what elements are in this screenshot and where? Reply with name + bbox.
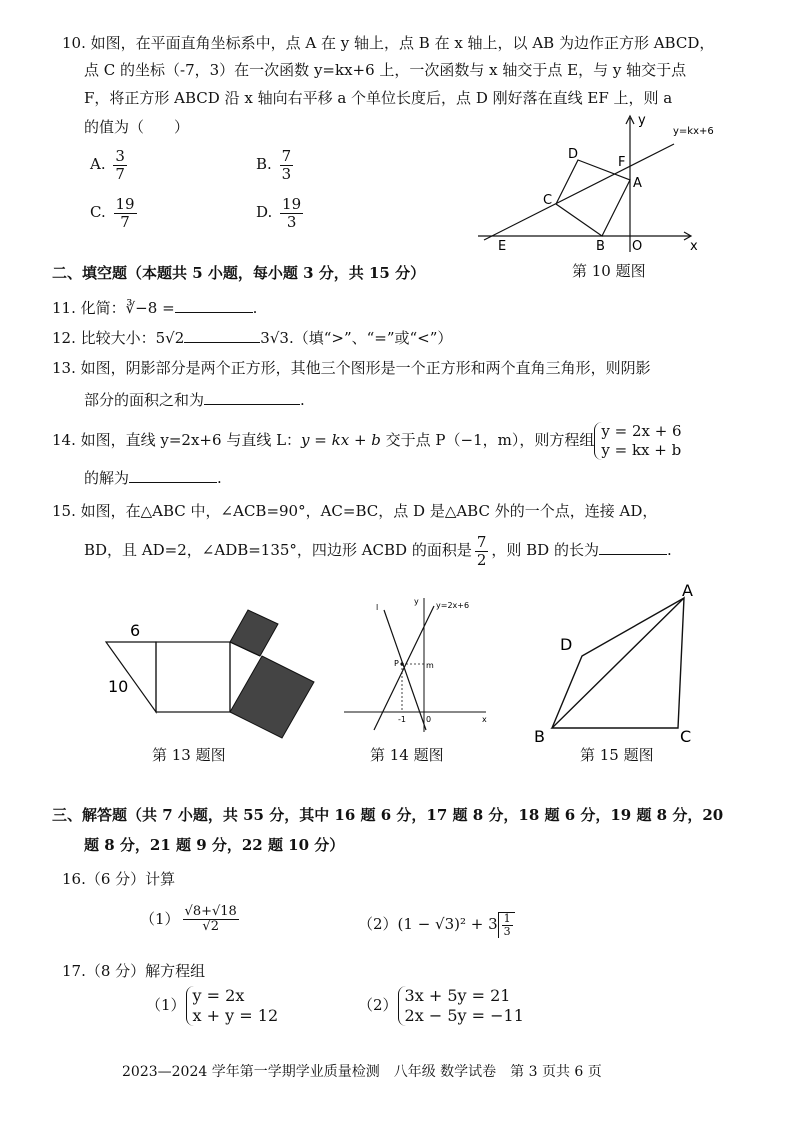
q10-line1: 10. 如图，在平面直角坐标系中，点 A 在 y 轴上，点 B 在 x 轴上，以 AB 为边作正方形 ABCD， — [62, 34, 715, 52]
fig15-label-d: D — [560, 635, 573, 654]
label-a: A — [633, 176, 642, 191]
option-fraction: $\frac{19}{3}$ — [282, 195, 302, 231]
fig14-label-neg1: -1 — [398, 715, 406, 724]
q17-part2: （2） 3x + 5y = 21 2x − 5y = −11 — [358, 986, 524, 1025]
q17-part1: （1） y = 2x x + y = 12 — [146, 986, 279, 1025]
q11-answer-blank[interactable] — [175, 298, 253, 313]
q14-answer-blank[interactable] — [129, 468, 217, 483]
option-label: D. — [256, 203, 273, 221]
q10-option-c[interactable] — [90, 196, 140, 230]
fig14-label-p: P — [394, 659, 399, 668]
fig14-label-y: y — [414, 597, 419, 606]
q16-title: 16.（6 分）计算 — [62, 870, 176, 888]
q10-line2: 点 C 的坐标（-7，3）在一次函数 y=kx+6 上，一次函数与 x 轴交于点 E，与 y 轴交于点 — [84, 61, 687, 79]
option-label: B. — [256, 155, 272, 173]
label-line: y=kx+6 — [673, 126, 714, 137]
q16-part2: （2）(1 − √3)² + 3 $\frac{1}{3}$ — [358, 912, 515, 938]
q16-part1: （1） $\frac{√8+√18}{√2}$ — [140, 904, 237, 935]
label-o: O — [632, 239, 643, 254]
q13-answer-blank[interactable] — [204, 390, 300, 405]
fig15-label-a: A — [682, 581, 693, 600]
q10-option-a[interactable] — [90, 148, 130, 182]
fig14-label-l: l — [376, 603, 379, 612]
fig13-square — [156, 642, 230, 712]
q10-line4: 的值为（ ） — [84, 118, 190, 136]
label-b: B — [596, 239, 605, 254]
q15-fraction: $\frac{7}{2}$ — [476, 533, 487, 569]
q13-line1: 13. 如图，阴影部分是两个正方形，其他三个图形是一个正方形和两个直角三角形，则阴影 — [52, 359, 651, 377]
fig14-label-x: x — [482, 715, 487, 724]
fig13-caption: 第 13 题图 — [152, 746, 226, 764]
option-fraction: $\frac{7}{3}$ — [281, 147, 292, 183]
q12: 12. 比较大小：5√2 3√3.（填“>”、“=”或“<”） — [52, 329, 453, 347]
fig15-label-c: C — [680, 727, 692, 746]
page-footer: 2023—2024 学年第一学期学业质量检测 八年级 数学试卷 第 3 页共 6 页 — [122, 1064, 602, 1080]
option-label: C. — [90, 203, 106, 221]
fig15-triangle-abc — [552, 598, 684, 728]
q11: 11. 化简：∛−8 = . — [52, 299, 258, 317]
label-y: y — [638, 113, 646, 128]
label-x: x — [690, 239, 698, 254]
fig13 — [102, 600, 312, 750]
label-f: F — [618, 155, 626, 170]
q17-title: 17.（8 分）解方程组 — [62, 962, 206, 980]
q15-line2: BD，且 AD=2，∠ADB=135°，四边形 ACBD 的面积是 $\frac{7}{2}$ ，则 BD 的长为 . — [84, 533, 672, 569]
q10-figure — [478, 112, 714, 254]
q14-line2: 的解为 . — [84, 469, 222, 487]
fig13-shaded-large — [230, 656, 314, 738]
fig14-line-2x6 — [374, 606, 434, 730]
q15-line1: 15. 如图，在△ABC 中，∠ACB=90°，AC=BC，点 D 是△ABC 外的一个点，连接 AD， — [52, 502, 658, 520]
fig15-label-b: B — [534, 727, 545, 746]
label-d: D — [568, 147, 579, 162]
fig14-label-line: y=2x+6 — [436, 601, 470, 610]
fig15 — [530, 580, 710, 746]
section3-line1: 三、解答题（共 7 小题，共 55 分，其中 16 题 6 分，17 题 8 分，18 题 6 分，19 题 8 分，20 — [52, 806, 724, 824]
q10-line3: F，将正方形 ABCD 沿 x 轴向右平移 a 个单位长度后，点 D 刚好落在直线 EF 上，则 a — [84, 89, 673, 107]
fig14 — [340, 596, 490, 736]
label-e: E — [498, 239, 507, 254]
fig14-caption: 第 14 题图 — [370, 746, 444, 764]
q14-line1: 14. 如图，直线 y=2x+6 与直线 L：y = kx + b 交于点 P（−1，m），则方程组 y = 2x + 6 y = kx + b — [52, 422, 682, 459]
q15-answer-blank[interactable] — [599, 540, 667, 555]
fig15-caption: 第 15 题图 — [580, 746, 654, 764]
label-c: C — [543, 193, 553, 208]
option-fraction: $\frac{3}{7}$ — [115, 147, 125, 183]
q10-option-b[interactable] — [256, 148, 296, 182]
option-fraction: $\frac{19}{7}$ — [115, 195, 135, 231]
q10-caption: 第 10 题图 — [572, 262, 646, 280]
fig14-label-m: m — [426, 661, 434, 670]
line-ef — [484, 144, 674, 240]
option-label: A. — [90, 155, 106, 173]
fig14-label-o: 0 — [426, 715, 432, 724]
section2-title: 二、填空题（本题共 5 小题，每小题 3 分，共 15 分） — [52, 264, 426, 282]
section3-line2: 题 8 分，21 题 9 分，22 题 10 分） — [84, 836, 345, 854]
fig14-point-p — [400, 662, 403, 665]
q12-answer-blank[interactable] — [184, 328, 260, 343]
fig13-shaded-small — [230, 610, 278, 656]
fig13-label-10: 10 — [108, 677, 129, 696]
q13-line2: 部分的面积之和为 . — [84, 391, 305, 409]
fig13-label-6: 6 — [130, 621, 141, 640]
q14-system: y = 2x + 6 y = kx + b — [594, 422, 681, 460]
q10-option-d[interactable] — [256, 196, 306, 230]
